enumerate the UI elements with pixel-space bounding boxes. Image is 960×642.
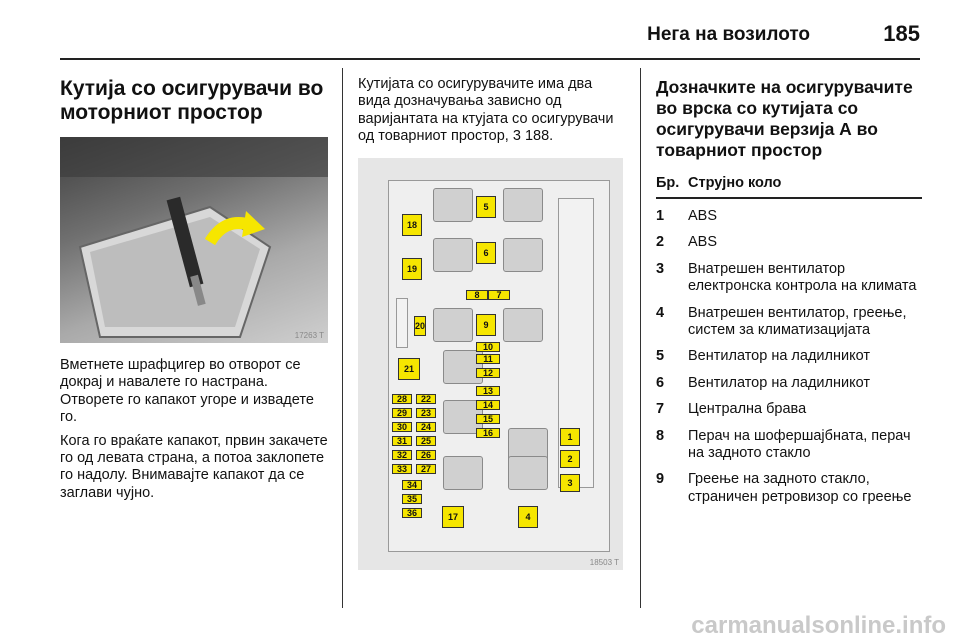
fuse-circuit: Внатрешен вентилатор електронска контрола на климата [688, 260, 917, 295]
fuse-circuit: Вентилатор на ладилникот [688, 348, 870, 365]
fuse-1: 1 [560, 428, 580, 446]
fuse-11: 11 [476, 354, 500, 364]
fuse-9: 9 [476, 314, 496, 336]
instruction-paragraph: Кога го враќате капакот, првин закачете го од левата страна, а потоа заклопете го надолу. Внимавајте капакот да се заглави чујно. [60, 432, 328, 501]
fuse-16: 16 [476, 428, 500, 438]
column-divider [342, 68, 343, 608]
fuse-35: 35 [402, 494, 422, 504]
fuse-17: 17 [442, 506, 464, 528]
table-row [656, 234, 922, 251]
fuse-number: 4 [656, 304, 665, 321]
fuse-23: 23 [416, 408, 436, 418]
table-row [656, 375, 922, 392]
fuse-2: 2 [560, 450, 580, 468]
fuse-12: 12 [476, 368, 500, 378]
table-row [656, 261, 922, 296]
page-reference-link[interactable]: 3 188. [512, 128, 554, 145]
fuse-32: 32 [392, 450, 412, 460]
fuse-number: 6 [656, 374, 665, 391]
fuse-circuit: Перач на шофершајбната, перач на задното стакло [688, 427, 911, 462]
fuse-number: 3 [656, 260, 665, 277]
fuse-circuit: ABS [688, 208, 718, 224]
fuse-33: 33 [392, 464, 412, 474]
fuse-8: 8 [466, 290, 488, 300]
relay-block [503, 188, 543, 222]
column-engine-fuse-box [60, 68, 328, 508]
column-header-no: Бр. [656, 175, 680, 191]
fuse-3: 3 [560, 474, 580, 492]
spare-slot [396, 298, 408, 348]
fuse-number: 5 [656, 348, 665, 365]
fuse-30: 30 [392, 422, 412, 432]
table-row [656, 428, 922, 463]
fuse-25: 25 [416, 436, 436, 446]
page-number: 185 [883, 21, 920, 46]
fuse-number: 2 [656, 234, 665, 251]
fuse-number: 7 [656, 401, 665, 418]
photo-id: 17263 T [294, 331, 324, 340]
table-row [656, 401, 922, 418]
fuse-22: 22 [416, 394, 436, 404]
fuse-circuit: Внатрешен вентилатор, греење, систем за климатизацијата [688, 304, 907, 339]
fuse-28: 28 [392, 394, 412, 404]
fuse-31: 31 [392, 436, 412, 446]
fuse-7: 7 [488, 290, 510, 300]
fuse-number: 9 [656, 471, 665, 488]
fuse-circuit: Централна брава [688, 401, 807, 418]
fuse-27: 27 [416, 464, 436, 474]
fuse-5: 5 [476, 196, 496, 218]
column-fuse-table [656, 68, 922, 506]
relay-block [433, 238, 473, 272]
fuse-24: 24 [416, 422, 436, 432]
fuse-box-diagram [358, 158, 623, 570]
table-row [656, 208, 922, 225]
intro-paragraph [358, 76, 626, 146]
fuse-13: 13 [476, 386, 500, 396]
table-row [656, 348, 922, 365]
relay-block [503, 308, 543, 342]
column-header-circuit: Струјно коло [688, 175, 782, 191]
fuse-table-body [656, 208, 922, 506]
fuse-19: 19 [402, 258, 422, 280]
fuse-29: 29 [392, 408, 412, 418]
fuse-15: 15 [476, 414, 500, 424]
relay-block [443, 456, 483, 490]
relay-block [433, 308, 473, 342]
fuse-10: 10 [476, 342, 500, 352]
fuse-circuit: Греење на задното стакло, страничен ретровизор со греење [688, 471, 912, 505]
fuse-box-photo [60, 137, 328, 343]
intro-text: Кутијата со осигурувачите има два вида дозначувања зависно од варијантата на ктујата со осигурувачи од товарниот простор, [358, 76, 614, 145]
relay-block [503, 238, 543, 272]
fuse-number: 1 [656, 208, 665, 224]
watermark: carmanualsonline.info [691, 612, 946, 639]
fuse-14: 14 [476, 400, 500, 410]
table-row [656, 305, 922, 340]
section-title: Нега на возилото [647, 24, 810, 45]
table-header [656, 175, 922, 199]
fuse-18: 18 [402, 214, 422, 236]
section-heading: Кутија со осигурувачи во моторниот простор [60, 77, 324, 124]
screwdriver-illustration [60, 137, 328, 343]
fuse-36: 36 [402, 508, 422, 518]
fuse-20: 20 [414, 316, 426, 336]
page-header [60, 10, 920, 60]
fuse-circuit: Вентилатор на ладилникот [688, 374, 870, 391]
fuse-6: 6 [476, 242, 496, 264]
fuse-26: 26 [416, 450, 436, 460]
instruction-paragraph: Вметнете шрафцигер во отворот се докрај и навалете го настрана. Отворете го капакот угоре и извадете го. [60, 357, 314, 426]
fuse-34: 34 [402, 480, 422, 490]
table-row [656, 471, 922, 506]
relay-block [508, 456, 548, 490]
relay-block [433, 188, 473, 222]
fuse-number: 8 [656, 427, 665, 444]
fuse-21: 21 [398, 358, 420, 380]
column-divider [640, 68, 641, 608]
table-heading: Дозначките на осигурувачите во врска со кутијата со осигурувачи верзија А во товарниот простор [656, 77, 913, 160]
fuse-4: 4 [518, 506, 538, 528]
diagram-id: 18503 T [589, 557, 619, 567]
fuse-circuit: ABS [688, 234, 718, 251]
column-fuse-diagram [358, 68, 626, 570]
